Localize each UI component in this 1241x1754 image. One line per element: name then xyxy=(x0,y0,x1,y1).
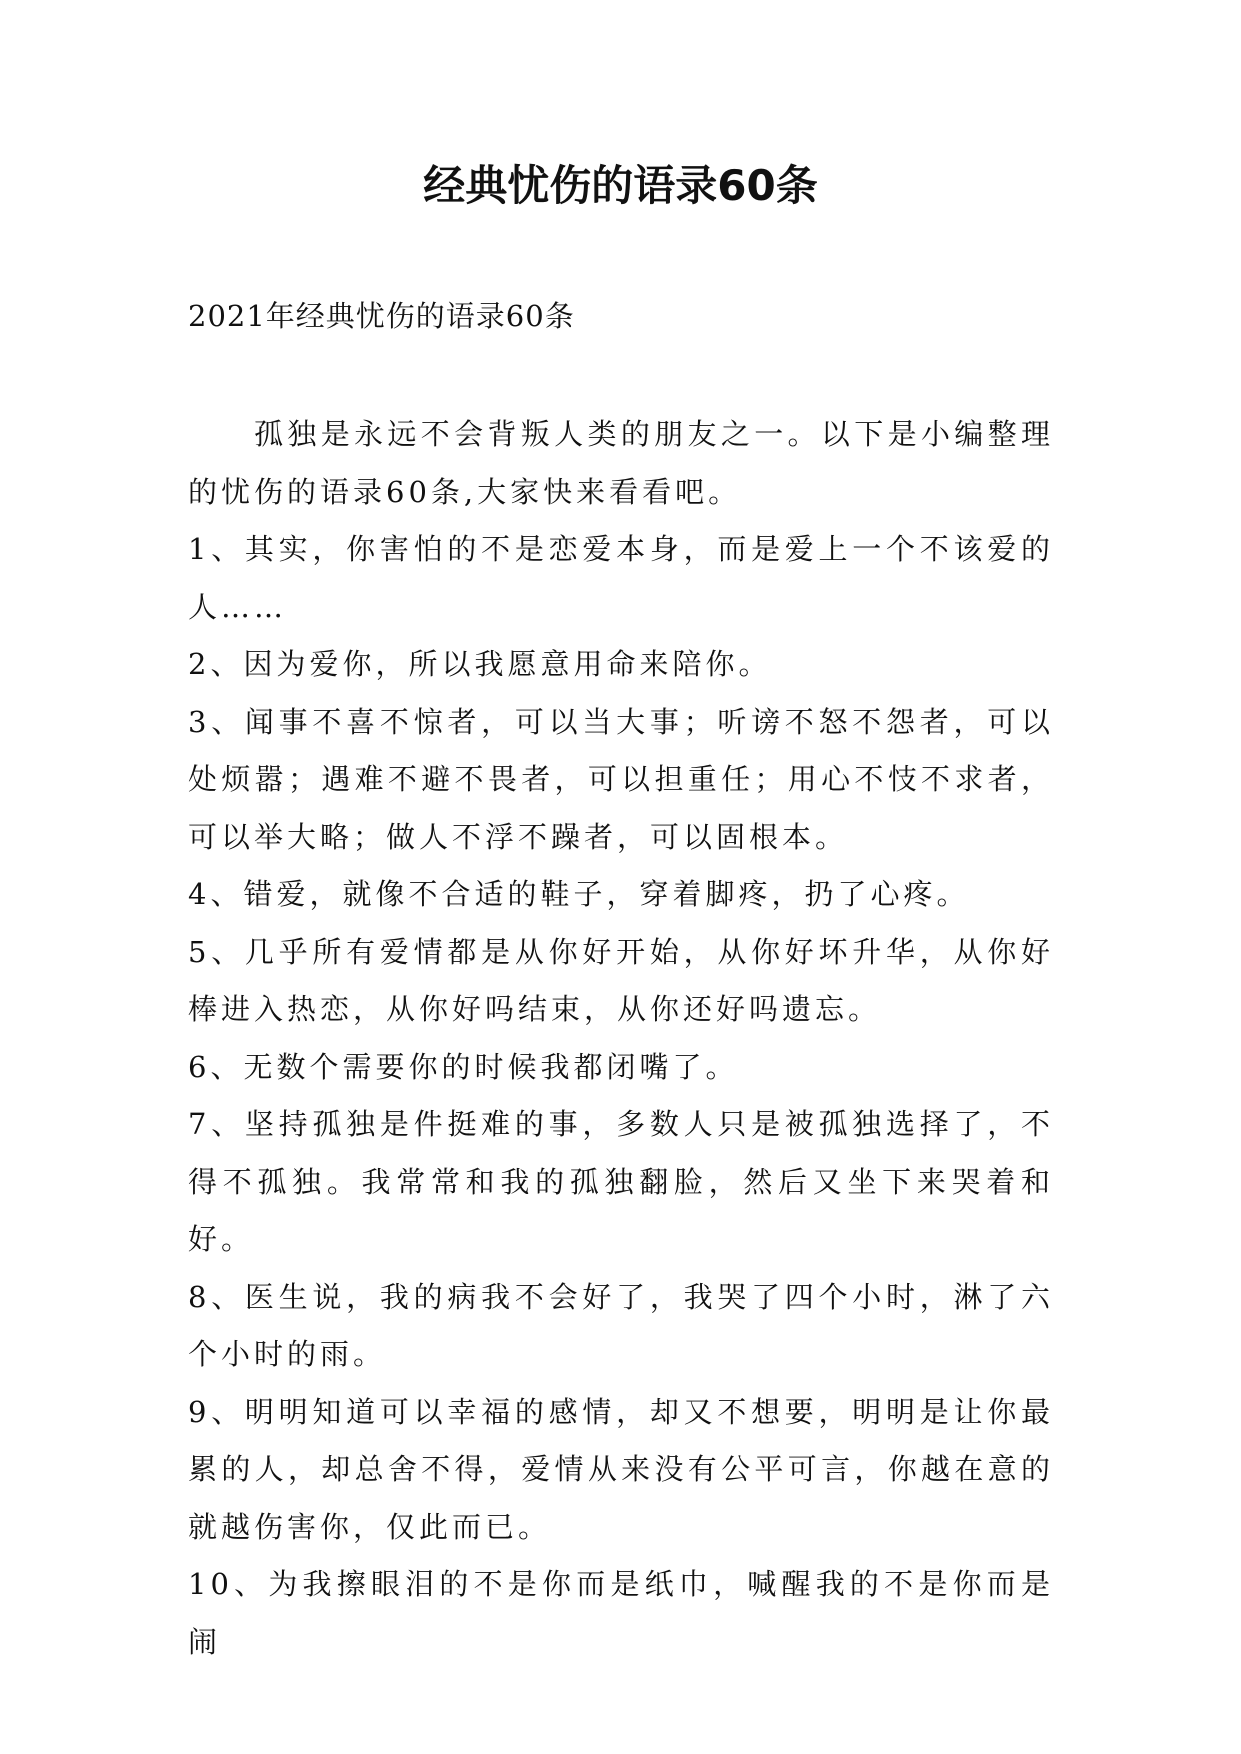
quote-item: 6、无数个需要你的时候我都闭嘴了。 xyxy=(188,1049,739,1084)
quote-item: 5、几乎所有爱情都是从你好开始，从你好坏升华，从你好棒进入热恋，从你好吗结束，从你还好吗遗忘。 xyxy=(188,934,1054,1026)
quote-item: 4、错爱，就像不合适的鞋子，穿着脚疼，扔了心疼。 xyxy=(188,877,970,911)
quote-item: 1、其实，你害怕的不是恋爱本身，而是爱上一个不该爱的人…… xyxy=(188,532,1054,624)
document-body xyxy=(188,406,1054,1671)
intro-paragraph: 孤独是永远不会背叛人类的朋友之一。以下是小编整理的忧伤的语录60条,大家快来看看吧。 xyxy=(188,417,1054,509)
quote-item: 8、医生说，我的病我不会好了，我哭了四个小时，淋了六个小时的雨。 xyxy=(188,1279,1054,1371)
document-title: 经典忧伤的语录60条 xyxy=(423,161,818,210)
quote-item: 10、为我擦眼泪的不是你而是纸巾，喊醒我的不是你而是闹 xyxy=(188,1567,1054,1659)
quote-item: 3、闻事不喜不惊者，可以当大事；听谤不怒不怨者，可以处烦嚣；遇难不避不畏者，可以担重任；用心不忮不求者，可以举大略；做人不浮不躁者，可以固根本。 xyxy=(188,704,1054,854)
document-subtitle: 2021年经典忧伤的语录60条 xyxy=(188,299,575,333)
quote-item: 7、坚持孤独是件挺难的事，多数人只是被孤独选择了，不得不孤独。我常常和我的孤独翻脸，然后又坐下来哭着和好。 xyxy=(188,1107,1054,1256)
quote-item: 2、因为爱你，所以我愿意用命来陪你。 xyxy=(188,647,772,681)
quote-item: 9、明明知道可以幸福的感情，却又不想要，明明是让你最累的人，却总舍不得，爱情从来没有公平可言，你越在意的就越伤害你，仅此而已。 xyxy=(188,1394,1054,1544)
